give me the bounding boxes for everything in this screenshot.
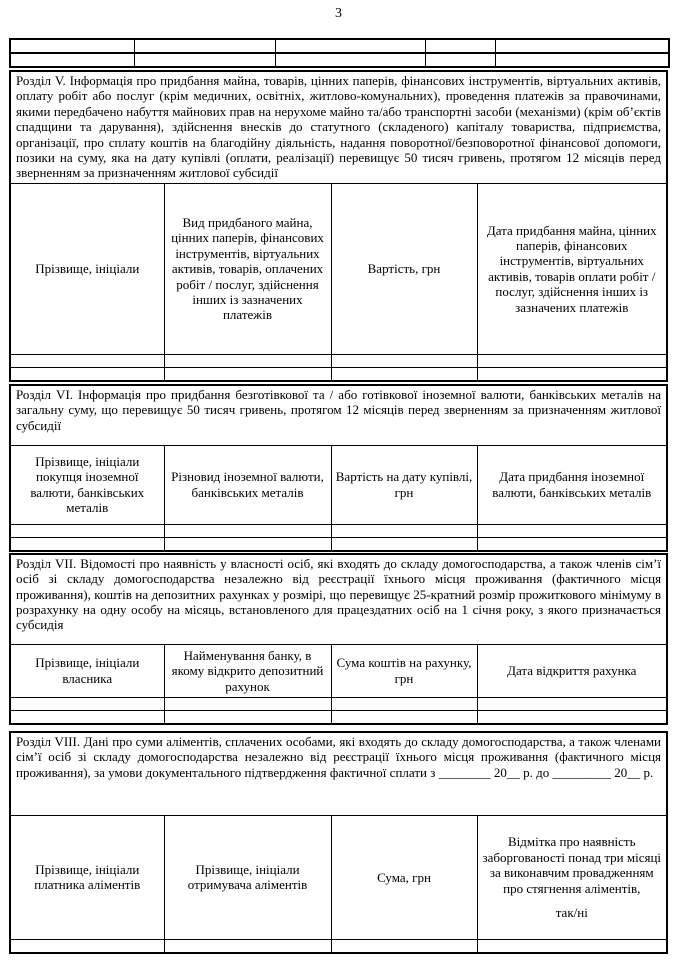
empty-cell: [477, 524, 667, 537]
empty-cell: [10, 367, 164, 381]
section-vi-intro: Розділ VI. Інформація про придбання безготівкової та / або готівкової іноземної валюти, банківських металів на загальну суму, що перевищує 50 тисяч гривень, протягом 12 місяців перед зверненням за призначенням житлової субсидії: [10, 385, 667, 446]
empty-cell: [495, 53, 669, 67]
section-vii-intro: Розділ VII. Відомості про наявність у власності осіб, які входять до складу домогосподарства, а також членів сім’ї осіб зі складу домогосподарства незалежно від реєстрації їхнього місця проживання (фактичного місця проживання), коштів на депозитних рахунках у розмірі, що перевищує 25-кратний розмір прожиткового мінімуму в розрахунку на одну особу на місяць, встановленого для працездатних осіб на 1 січня року, з якого призначається субсидія: [10, 554, 667, 645]
empty-cell: [477, 537, 667, 551]
empty-cell: [331, 697, 477, 710]
empty-cell: [477, 939, 667, 953]
table-row: [10, 53, 669, 67]
table-row: [10, 385, 667, 446]
table-row: [10, 71, 667, 183]
empty-cell: [331, 939, 477, 953]
section-vi-header-cost: Вартість на дату купівлі, грн: [331, 445, 477, 524]
empty-cell: [164, 537, 331, 551]
empty-cell: [477, 710, 667, 724]
empty-cell: [164, 367, 331, 381]
section-v-intro: Розділ V. Інформація про придбання майна, товарів, цінних паперів, фінансових інструментів, віртуальних активів, оплату робіт або послуг (крім медичних, освітніх, житлово-комунальних), проведення платежів за правочинами, якими передбачено набуття майнових прав на нерухоме майно та/або транспортні засоби (механізми) (крім об’єктів спадщини та дарування), здійснення внесків до статутного (складеного) капіталу товариства, підприємства, організації, про сплату коштів на благодійну діяльність, надання поворотної/безповоротної фінансової допомоги, позики на суму, яка на дату купівлі (оплати, реалізації) перевищує 50 тисяч гривень, протягом 12 місяців перед зверненням за призначенням житлової субсидії: [10, 71, 667, 183]
page-number: 3: [335, 6, 342, 21]
table-row: [10, 354, 667, 367]
section-vi-header-date: Дата придбання іноземної валюти, банківських металів: [477, 445, 667, 524]
empty-cell: [134, 53, 275, 67]
table-row: [10, 554, 667, 645]
section-v-header-date: Дата придбання майна, цінних паперів, фінансових інструментів, віртуальних активів, товарів оплати робіт / послуг, здійснення інших із зазначених платежів: [477, 183, 667, 354]
empty-cell: [164, 524, 331, 537]
table-row: [10, 732, 667, 816]
section-vi-table: [9, 384, 668, 552]
empty-cell: [134, 39, 275, 53]
table-row: [10, 644, 667, 697]
section-vi-header-currency-kind: Різновид іноземної валюти, банківських металів: [164, 445, 331, 524]
table-row: [10, 39, 669, 53]
empty-cell: [10, 537, 164, 551]
table-row: [10, 445, 667, 524]
table-row: [10, 524, 667, 537]
debt-mark-label: Відмітка про наявність заборгованості понад три місяці за виконавчим провадженням про стягнення аліментів,: [482, 834, 662, 896]
section-v-header-cost: Вартість, грн: [331, 183, 477, 354]
table-row: [10, 710, 667, 724]
empty-cell: [331, 367, 477, 381]
section-vii-table: [9, 553, 668, 725]
empty-cell: [10, 710, 164, 724]
empty-cell: [477, 354, 667, 367]
empty-cell: [164, 939, 331, 953]
table-row: [10, 815, 667, 939]
section-viii-header-sum: Сума, грн: [331, 815, 477, 939]
section-vii-header-open-date: Дата відкриття рахунка: [477, 644, 667, 697]
empty-cell: [164, 697, 331, 710]
empty-cell: [10, 53, 134, 67]
empty-cell: [164, 354, 331, 367]
empty-cell: [164, 710, 331, 724]
section-viii-header-recipient: Прізвище, ініціали отримувача аліментів: [164, 815, 331, 939]
empty-cell: [10, 354, 164, 367]
empty-cell: [331, 524, 477, 537]
empty-cell: [10, 939, 164, 953]
empty-cell: [331, 710, 477, 724]
section-v-header-property-type: Вид придбаного майна, цінних паперів, фінансових інструментів, віртуальних активів, товарів, оплачених робіт / послуг, здійснення інших із зазначених платежів: [164, 183, 331, 354]
section-v-header-surname: Прізвище, ініціали: [10, 183, 164, 354]
empty-cell: [425, 39, 495, 53]
empty-cell: [425, 53, 495, 67]
table-row: [10, 183, 667, 354]
table-row: [10, 939, 667, 953]
section-vii-header-bank: Найменування банку, в якому відкрито депозитний рахунок: [164, 644, 331, 697]
empty-cell: [10, 697, 164, 710]
empty-cell: [477, 697, 667, 710]
empty-cell: [10, 39, 134, 53]
table-row: [10, 367, 667, 381]
empty-cell: [331, 537, 477, 551]
empty-cell: [495, 39, 669, 53]
section-vii-header-amount: Сума коштів на рахунку, грн: [331, 644, 477, 697]
table-row: [10, 537, 667, 551]
section-v-table: [9, 70, 668, 382]
empty-cell: [10, 524, 164, 537]
section-vi-header-buyer: Прізвище, ініціали покупця іноземної валюти, банківських металів: [10, 445, 164, 524]
empty-cell: [275, 53, 425, 67]
continuation-table: [9, 38, 670, 68]
empty-cell: [275, 39, 425, 53]
empty-cell: [477, 367, 667, 381]
section-viii-intro: Розділ VIII. Дані про суми аліментів, сплачених особами, які входять до складу домогосподарства, а також членами сім’ї осіб зі складу домогосподарства незалежно від реєстрації їхнього місця проживання (фактичного місця проживання), за умови документального підтвердження фактичної сплати з ________ 20__ р. до _________ 20__ р.: [10, 732, 667, 816]
section-vii-header-owner: Прізвище, ініціали власника: [10, 644, 164, 697]
section-viii-table: [9, 731, 668, 954]
table-row: [10, 697, 667, 710]
debt-mark-yes-no: так/ні: [555, 904, 588, 920]
empty-cell: [331, 354, 477, 367]
section-viii-header-debt-mark: [477, 815, 667, 939]
section-viii-header-payer: Прізвище, ініціали платника аліментів: [10, 815, 164, 939]
